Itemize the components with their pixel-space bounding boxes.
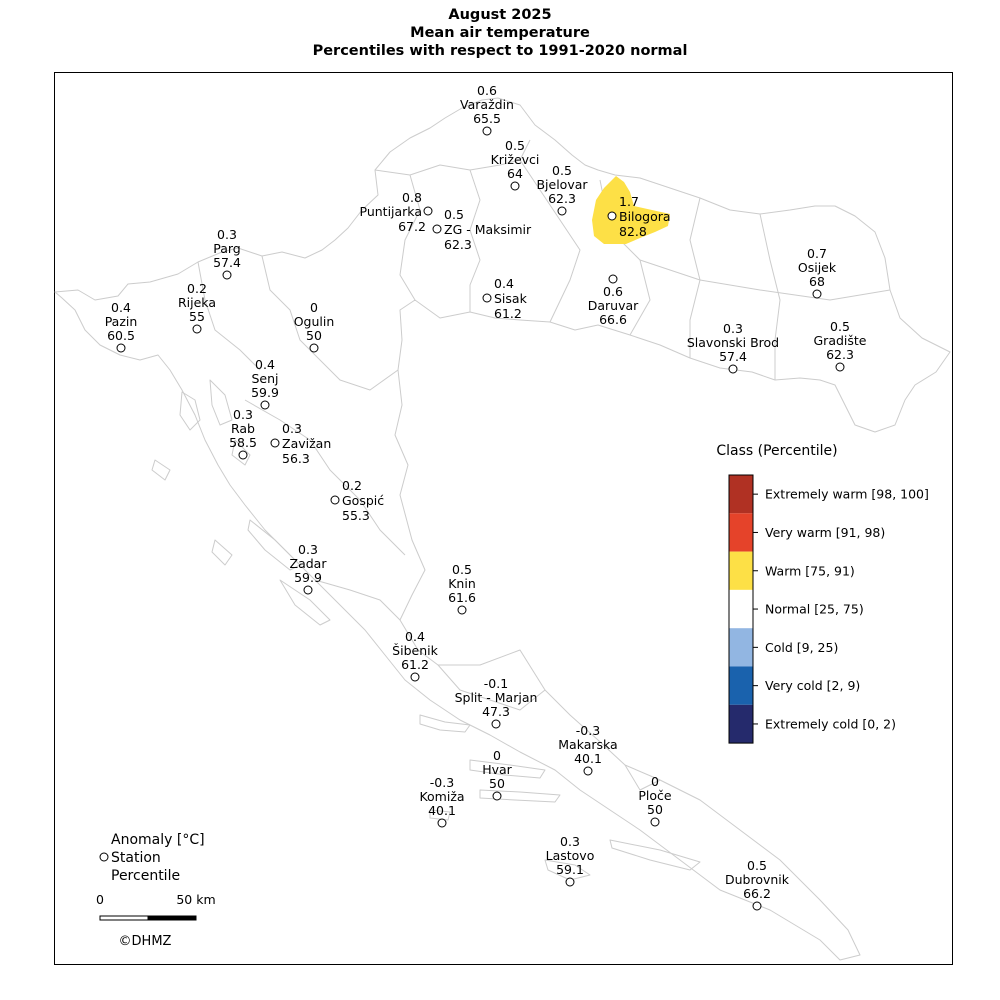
station-percentile: 64 bbox=[507, 166, 523, 181]
station-anomaly: 0.5 bbox=[552, 163, 572, 178]
station-anomaly: 0.3 bbox=[217, 227, 237, 242]
station-marker bbox=[271, 439, 279, 447]
station-percentile: 62.3 bbox=[548, 191, 576, 206]
map-title-line-3: Percentiles with respect to 1991-2020 normal bbox=[312, 43, 688, 59]
legend-colorbar bbox=[729, 475, 929, 743]
station-marker bbox=[331, 496, 339, 504]
station-marker bbox=[608, 212, 616, 220]
station-marker bbox=[566, 878, 574, 886]
station-percentile: 50 bbox=[489, 776, 505, 791]
station-pazin bbox=[105, 300, 138, 352]
legend-swatch bbox=[729, 552, 753, 590]
station-name: Zadar bbox=[289, 556, 327, 571]
station-varazdin bbox=[460, 83, 514, 135]
station-name: Slavonski Brod bbox=[686, 335, 780, 350]
station-name: Ploče bbox=[638, 788, 672, 803]
station-marker bbox=[493, 792, 501, 800]
station-anomaly: 0.3 bbox=[560, 834, 580, 849]
station-anomaly: 0.5 bbox=[505, 138, 525, 153]
station-ploce bbox=[638, 774, 672, 826]
station-marker bbox=[117, 344, 125, 352]
station-anomaly: 0.5 bbox=[452, 562, 472, 577]
island bbox=[180, 392, 200, 430]
station-split-marjan bbox=[455, 676, 538, 728]
station-name: Rab bbox=[230, 421, 256, 436]
station-name: Split - Marjan bbox=[454, 690, 538, 705]
legend-label: Warm [75, 91) bbox=[765, 563, 855, 579]
scale-end-label: 50 km bbox=[176, 892, 216, 907]
station-anomaly: 0.6 bbox=[603, 284, 623, 299]
station-anomaly: 0.5 bbox=[747, 858, 767, 873]
station-anomaly: 0.6 bbox=[477, 83, 497, 98]
station-percentile: 61.6 bbox=[448, 590, 476, 605]
legend-swatch bbox=[729, 590, 753, 628]
station-komiza bbox=[419, 775, 464, 827]
station-lastovo bbox=[546, 834, 595, 886]
station-marker bbox=[483, 127, 491, 135]
station-anomaly: 0.4 bbox=[494, 276, 514, 291]
station-anomaly: 0.3 bbox=[282, 421, 302, 436]
station-name: Komiža bbox=[419, 789, 465, 804]
station-anomaly: 0.3 bbox=[233, 407, 253, 422]
station-hvar bbox=[482, 748, 512, 800]
station-name: Gospić bbox=[342, 493, 385, 508]
station-name: Pazin bbox=[104, 314, 138, 329]
station-percentile: 56.3 bbox=[282, 451, 310, 466]
map-title-line-2: Mean air temperature bbox=[410, 25, 590, 41]
station-marker bbox=[411, 673, 419, 681]
legend-label: Extremely cold [0, 2) bbox=[765, 716, 896, 732]
station-anomaly: -0.3 bbox=[575, 723, 601, 738]
station-sisak bbox=[483, 276, 528, 321]
county-border bbox=[245, 400, 405, 555]
station-percentile: 60.5 bbox=[107, 328, 135, 343]
legend-label: Normal [25, 75) bbox=[765, 601, 864, 617]
station-marker bbox=[511, 182, 519, 190]
station-name: Dubrovnik bbox=[724, 872, 790, 887]
station-anomaly: 0.3 bbox=[298, 542, 318, 557]
station-percentile: 55.3 bbox=[342, 508, 370, 523]
station-percentile: 66.6 bbox=[599, 312, 627, 327]
station-percentile: 59.9 bbox=[251, 385, 279, 400]
station-percentile: 61.2 bbox=[494, 306, 522, 321]
map-title-line-1: August 2025 bbox=[448, 7, 552, 23]
island bbox=[480, 790, 560, 802]
station-percentile: 50 bbox=[306, 328, 322, 343]
station-marker bbox=[609, 275, 617, 283]
legend-swatch bbox=[729, 475, 753, 513]
station-gradiste bbox=[814, 319, 867, 371]
station-marker bbox=[304, 586, 312, 594]
county-border bbox=[315, 580, 400, 620]
station-marker bbox=[558, 207, 566, 215]
station-makarska bbox=[558, 723, 617, 775]
station-senj bbox=[251, 357, 279, 409]
station-parg bbox=[213, 227, 241, 279]
station-name: Rijeka bbox=[177, 295, 217, 310]
station-knin bbox=[448, 562, 476, 614]
station-marker bbox=[239, 451, 247, 459]
legend-title: Class (Percentile) bbox=[716, 443, 838, 459]
station-percentile: 61.2 bbox=[401, 657, 429, 672]
station-percentile: 58.5 bbox=[229, 435, 257, 450]
station-bjelovar bbox=[536, 163, 588, 215]
scale-bar-black bbox=[148, 916, 196, 920]
station-anomaly: 0.4 bbox=[255, 357, 275, 372]
station-marker bbox=[729, 365, 737, 373]
station-anomaly: 1.7 bbox=[619, 194, 639, 209]
station-percentile: 47.3 bbox=[482, 704, 510, 719]
station-percentile: 62.3 bbox=[444, 237, 472, 252]
station-marker bbox=[584, 767, 592, 775]
legend-label: Very warm [91, 98) bbox=[765, 524, 886, 540]
station-krizevci bbox=[491, 138, 540, 190]
station-daruvar bbox=[588, 275, 639, 327]
station-marker bbox=[310, 344, 318, 352]
station-marker bbox=[424, 207, 432, 215]
station-percentile: 57.4 bbox=[213, 255, 241, 270]
station-name: Daruvar bbox=[587, 298, 639, 313]
station-name: Šibenik bbox=[392, 643, 438, 658]
station-anomaly: 0 bbox=[651, 774, 659, 789]
station-anomaly: 0.8 bbox=[402, 190, 422, 205]
county-border bbox=[640, 260, 890, 300]
station-anomaly: 0 bbox=[493, 748, 501, 763]
station-percentile: 40.1 bbox=[574, 751, 602, 766]
island bbox=[212, 540, 232, 565]
station-name: Gradište bbox=[813, 333, 867, 348]
station-name: Bjelovar bbox=[536, 177, 588, 192]
key-station-label: Station bbox=[111, 850, 161, 866]
legend-swatch bbox=[729, 705, 753, 743]
station-percentile: 67.2 bbox=[398, 219, 426, 234]
legend-label: Extremely warm [98, 100] bbox=[765, 486, 929, 502]
station-slavonski-brod bbox=[687, 321, 779, 373]
station-marker bbox=[433, 225, 441, 233]
station-marker bbox=[438, 819, 446, 827]
station-dubrovnik bbox=[725, 858, 790, 910]
station-name: Osijek bbox=[797, 260, 837, 275]
station-name: Lastovo bbox=[545, 848, 595, 863]
station-zavizan bbox=[271, 421, 331, 466]
station-anomaly: 0.3 bbox=[723, 321, 743, 336]
station-marker bbox=[223, 271, 231, 279]
station-zg-maksimir bbox=[433, 207, 532, 252]
island bbox=[420, 715, 470, 732]
station-percentile: 59.9 bbox=[294, 570, 322, 585]
station-percentile: 59.1 bbox=[556, 862, 584, 877]
legend-swatch bbox=[729, 628, 753, 666]
station-marker bbox=[753, 902, 761, 910]
credit: ©DHMZ bbox=[118, 934, 172, 949]
legend-swatch bbox=[729, 513, 753, 551]
station-name: Makarska bbox=[558, 737, 618, 752]
legend-label: Cold [9, 25) bbox=[765, 639, 839, 655]
key-anomaly-label: Anomaly [°C] bbox=[111, 832, 205, 848]
station-anomaly: 0.2 bbox=[187, 281, 207, 296]
station-marker bbox=[836, 363, 844, 371]
station-name: Sisak bbox=[494, 291, 527, 306]
station-anomaly: 0.5 bbox=[444, 207, 464, 222]
station-percentile: 50 bbox=[647, 802, 663, 817]
key-station-marker bbox=[100, 853, 108, 861]
scale-bar-white bbox=[100, 916, 148, 920]
station-anomaly: 0.4 bbox=[111, 300, 131, 315]
station-anomaly: 0.5 bbox=[830, 319, 850, 334]
station-name: Križevci bbox=[490, 152, 540, 167]
station-name: Ogulin bbox=[293, 314, 335, 329]
station-marker bbox=[492, 720, 500, 728]
station-anomaly: 0 bbox=[310, 300, 318, 315]
station-name: Zavižan bbox=[282, 436, 332, 451]
station-percentile: 82.8 bbox=[619, 224, 647, 239]
station-marker bbox=[651, 818, 659, 826]
station-percentile: 62.3 bbox=[826, 347, 854, 362]
station-percentile: 40.1 bbox=[428, 803, 456, 818]
island bbox=[210, 380, 232, 425]
station-marker bbox=[483, 294, 491, 302]
station-percentile: 57.4 bbox=[719, 349, 747, 364]
station-percentile: 65.5 bbox=[473, 111, 501, 126]
station-marker bbox=[813, 290, 821, 298]
station-anomaly: 0.2 bbox=[342, 478, 362, 493]
station-puntijarka bbox=[360, 190, 433, 234]
station-ogulin bbox=[294, 300, 335, 352]
legend-label: Very cold [2, 9) bbox=[765, 678, 861, 694]
station-marker bbox=[261, 401, 269, 409]
station-percentile: 55 bbox=[189, 309, 205, 324]
county-border bbox=[760, 214, 780, 380]
station-osijek bbox=[798, 246, 837, 298]
station-name: Bilogora bbox=[619, 209, 671, 224]
station-anomaly: 0.7 bbox=[807, 246, 827, 261]
island bbox=[152, 460, 170, 480]
station-name: Hvar bbox=[482, 762, 512, 777]
station-anomaly: 0.4 bbox=[405, 629, 425, 644]
station-name: Senj bbox=[251, 371, 279, 386]
station-name: Parg bbox=[213, 241, 241, 256]
station-name: Knin bbox=[448, 576, 476, 591]
station-percentile: 66.2 bbox=[743, 886, 771, 901]
station-gospic bbox=[331, 478, 384, 523]
station-name: Puntijarka bbox=[359, 204, 422, 219]
station-rijeka bbox=[178, 281, 216, 333]
station-name: ZG - Maksimir bbox=[444, 222, 532, 237]
legend-swatch bbox=[729, 667, 753, 705]
station-marker bbox=[193, 325, 201, 333]
scale-start-label: 0 bbox=[96, 892, 104, 907]
station-name: Varaždin bbox=[460, 97, 514, 112]
station-marker bbox=[458, 606, 466, 614]
station-percentile: 68 bbox=[809, 274, 825, 289]
key-percentile-label: Percentile bbox=[111, 868, 181, 884]
station-anomaly: -0.3 bbox=[429, 775, 455, 790]
station-anomaly: -0.1 bbox=[483, 676, 509, 691]
